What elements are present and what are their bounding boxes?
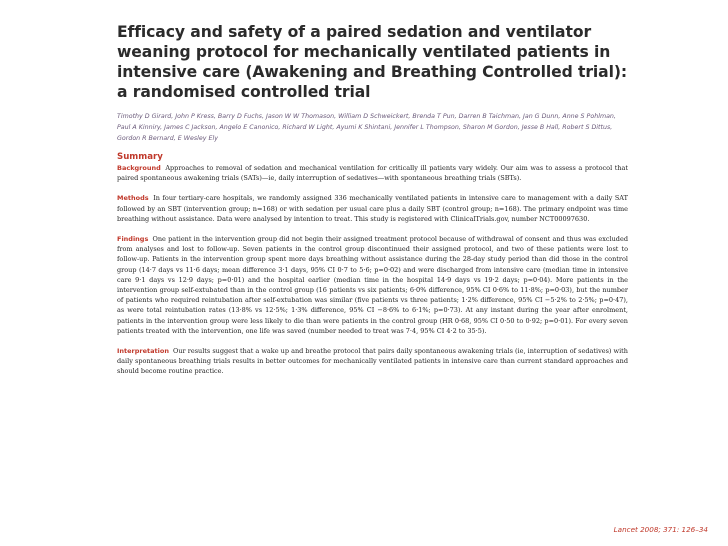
section-label-methods: Methods <box>117 194 149 203</box>
section-methods <box>117 193 628 224</box>
section-text-background: Approaches to removal of sedation and mechanical ventilation for critically ill patients vary widely. Our aim was to assess a protocol that paired spontaneous awakening trials (SATs)—ie, daily interruption of sedatives—with spontaneous breathing trials (SBTs). <box>117 164 628 183</box>
section-text-methods: In four tertiary-care hospitals, we randomly assigned 336 mechanically ventilated patients in intensive care to management with a daily SAT followed by an SBT (intervention group; n=168) or with sedation per usual care plus a daily SBT (control group; n=168). The primary endpoint was time breathing without assistance. Data were analysed by intention to treat. This study is registered with ClinicalTrials.gov, number NCT00097630. <box>117 194 628 223</box>
section-label-background: Background <box>117 164 161 172</box>
section-findings <box>117 234 628 336</box>
paper-title: Efficacy and safety of a paired sedation and ventilator weaning protocol for mechanically ventilated patients in intensive care (Awakening and Breathing Controlled trial): a randomised controlled trial <box>117 23 628 101</box>
author-list: Timothy D Girard, John P Kress, Barry D Fuchs, Jason W W Thomason, William D Schweickert, Brenda T Pun, Darren B Taichman, Jan G Dunn, Anne S Pohlman, Paul A Kinniry, James C Jackson, Angelo E Canonico, Richard W Light, Ayumi K Shintani, Jennifer L Thompson, Sharon M Gordon, Jesse B Hall, Robert S Dittus, Gordon R Bernard, E Wesley Ely <box>117 113 616 142</box>
summary-heading: Summary <box>117 152 163 162</box>
section-background <box>117 163 628 183</box>
section-label-interpretation: Interpretation <box>117 347 169 356</box>
section-text-interpretation: Our results suggest that a wake up and breathe protocol that pairs daily spontaneous awakening trials (ie, interruption of sedatives) with daily spontaneous breathing trials results in better outcomes for mechanically ventilated patients in intensive care than current standard approaches and should become routine practice. <box>117 347 628 376</box>
section-interpretation <box>117 346 628 377</box>
section-text-findings: One patient in the intervention group did not begin their assigned treatment protocol because of withdrawal of consent and thus was excluded from analyses and lost to follow-up. Seven patients in the control group discontinued their assigned protocol, and two of these patients were lost to follow-up. Patients in the intervention group spent more days breathing without assistance during the 28-day study period than did those in the control group (14·7 days vs 11·6 days; mean difference 3·1 days, 95% CI 0·7 to 5·6; p=0·02) and were discharged from intensive care (median time in intensive care 9·1 days vs 12·9 days; p=0·01) and the hospital earlier (median time in the hospital 14·9 days vs 19·2 days; p=0·04). More patients in the intervention group self-extubated than in the control group (16 patients vs six patients; 6·0% difference, 95% CI 0·6% to 11·8%; p=0·03), but the number of patients who required reintubation after self-extubation was similar (five patients vs three patients; 1·2% difference, 95% CI −5·2% to 2·5%; p=0·47), as were total reintubation rates (13·8% vs 12·5%; 1·3% difference, 95% CI −8·6% to 6·1%; p=0·73). At any instant during the year after enrolment, patients in the intervention group were less likely to die than were patients in the control group (HR 0·68, 95% CI 0·50 to 0·92; p=0·01). For every seven patients treated with the intervention, one life was saved (number needed to treat was 7·4, 95% CI 4·2 to 35·5). <box>117 235 628 335</box>
section-label-findings: Findings <box>117 235 149 244</box>
journal-citation: Lancet 2008; 371: 126–34 <box>613 525 708 534</box>
